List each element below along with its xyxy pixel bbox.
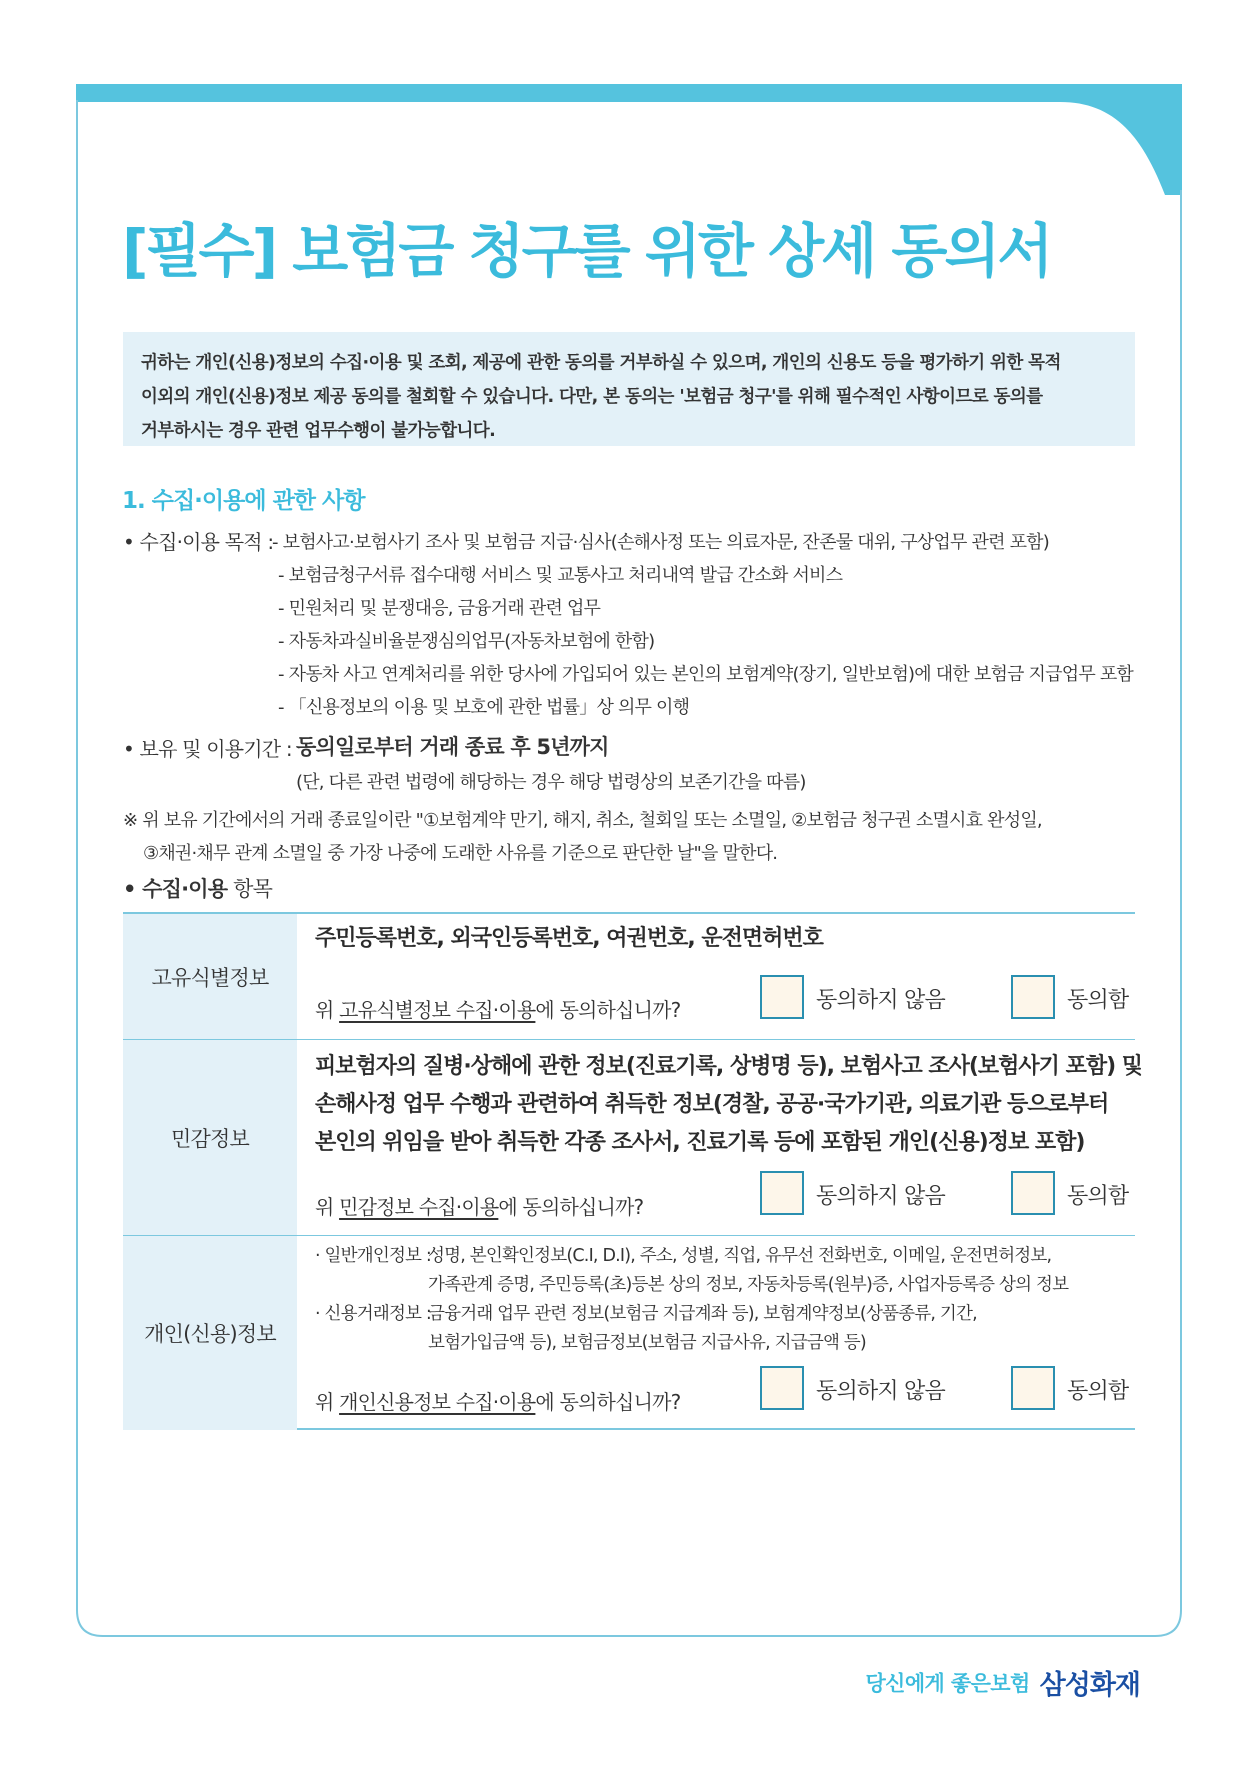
notice-line: 거부하시는 경우 관련 업무수행이 불가능합니다.: [141, 421, 496, 441]
retention-label: • 보유 및 이용기간 :: [123, 737, 292, 761]
table-row: [123, 1235, 1135, 1430]
page-title: [필수] 보험금 청구를 위한 상세 동의서: [122, 217, 1051, 285]
row-header: 고유식별정보: [123, 914, 297, 1039]
agree-label: 동의함: [1067, 1184, 1129, 1209]
items-label-rest: 항목: [227, 877, 273, 901]
disagree-checkbox[interactable]: [760, 975, 804, 1019]
agree-label: 동의함: [1067, 1379, 1129, 1404]
consent-question: [315, 994, 680, 1023]
retention-value: 동의일로부터 거래 종료 후 5년까지: [296, 735, 609, 759]
q-underlined: 민감정보 수집·이용: [339, 1195, 499, 1219]
items-label: [123, 873, 272, 903]
row-content: 피보험자의 질병·상해에 관한 정보(진료기록, 상병명 등), 보험사고 조사(보험사기 포함) 및: [315, 1054, 1143, 1079]
q-pre: 위: [315, 1390, 340, 1414]
agree-checkbox[interactable]: [1011, 1366, 1055, 1410]
disagree-checkbox[interactable]: [760, 1366, 804, 1410]
footer: [865, 1663, 1140, 1702]
table-row: [123, 914, 1135, 1039]
credit-line: 보험가입금액 등), 보험금정보(보험금 지급사유, 지급금액 등): [428, 1333, 866, 1353]
general-line: 성명, 본인확인정보(C.I, D.I), 주소, 성별, 직업, 유무선 전화번호, 이메일, 운전면허정보,: [428, 1246, 1052, 1266]
q-post: 에 동의하십니까?: [498, 1195, 644, 1219]
section-title: 1. 수집·이용에 관한 사항: [122, 488, 365, 514]
notice-line: 이외의 개인(신용)정보 제공 동의를 철회할 수 있습니다. 다만, 본 동의는 '보험금 청구'를 위해 필수적인 사항이므로 동의를: [141, 387, 1043, 407]
row-content: 본인의 위임을 받아 취득한 각종 조사서, 진료기록 등에 포함된 개인(신용)정보 포함): [315, 1130, 1085, 1155]
q-underlined: 고유식별정보 수집·이용: [339, 998, 536, 1022]
general-line: 가족관계 증명, 주민등록(초)등본 상의 정보, 자동차등록(원부)증, 사업자등록증 상의 정보: [428, 1275, 1069, 1295]
row-content: 손해사정 업무 수행과 관련하여 취득한 정보(경찰, 공공·국가기관, 의료기관 등으로부터: [315, 1092, 1109, 1117]
row-body: [297, 1040, 1143, 1235]
credit-label: · 신용거래정보 :: [315, 1304, 432, 1324]
purpose-item: - 「신용정보의 이용 및 보호에 관한 법률」상 의무 이행: [278, 697, 690, 718]
q-pre: 위: [315, 998, 340, 1022]
purpose-item: - 민원처리 및 분쟁대응, 금융거래 관련 업무: [278, 598, 601, 619]
agree-label: 동의함: [1067, 988, 1129, 1013]
row-header: 민감정보: [123, 1040, 297, 1235]
row-body: [297, 1236, 1135, 1430]
consent-question: [315, 1191, 643, 1220]
row-body: [297, 914, 1135, 1039]
q-post: 에 동의하십니까?: [535, 998, 681, 1022]
remark: ③채권·채무 관계 소멸일 중 가장 나중에 도래한 사유를 기준으로 판단한 날"을 말한다.: [143, 843, 778, 864]
disagree-checkbox[interactable]: [760, 1171, 804, 1215]
general-label: · 일반개인정보 :: [315, 1246, 432, 1266]
consent-question: [315, 1386, 680, 1415]
purpose-item: - 보험사고·보험사기 조사 및 보험금 지급·심사(손해사정 또는 의료자문, 잔존물 대위, 구상업무 관련 포함): [272, 532, 1049, 553]
agree-checkbox[interactable]: [1011, 975, 1055, 1019]
consent-table: [123, 912, 1143, 1430]
purpose-label: • 수집·이용 목적 :: [123, 530, 274, 554]
q-underlined: 개인신용정보 수집·이용: [339, 1390, 536, 1414]
brand-logo: 삼성화재: [1039, 1670, 1140, 1701]
footer-slogan: 당신에게 좋은보험: [865, 1671, 1030, 1696]
notice-line: 귀하는 개인(신용)정보의 수집·이용 및 조회, 제공에 관한 동의를 거부하실 수 있으며, 개인의 신용도 등을 평가하기 위한 목적: [141, 353, 1061, 373]
notice-box: [123, 332, 1135, 446]
items-label-bold: • 수집·이용: [123, 877, 228, 901]
disagree-label: 동의하지 않음: [816, 1184, 945, 1209]
remark: ※ 위 보유 기간에서의 거래 종료일이란 "①보험계약 만기, 해지, 취소, 철회일 또는 소멸일, ②보험금 청구권 소멸시효 완성일,: [123, 810, 1042, 831]
purpose-item: - 자동차과실비율분쟁심의업무(자동차보험에 한함): [278, 631, 655, 652]
q-post: 에 동의하십니까?: [535, 1390, 681, 1414]
row-content: 주민등록번호, 외국인등록번호, 여권번호, 운전면허번호: [315, 926, 823, 951]
retention-note: (단, 다른 관련 법령에 해당하는 경우 해당 법령상의 보존기간을 따름): [296, 772, 806, 793]
agree-checkbox[interactable]: [1011, 1171, 1055, 1215]
q-pre: 위: [315, 1195, 340, 1219]
credit-line: 금융거래 업무 관련 정보(보험금 지급계좌 등), 보험계약정보(상품종류, 기간,: [428, 1304, 977, 1324]
row-header: 개인(신용)정보: [123, 1236, 297, 1430]
table-row: [123, 1039, 1143, 1235]
purpose-item: - 보험금청구서류 접수대행 서비스 및 교통사고 처리내역 발급 간소화 서비스: [278, 565, 843, 586]
disagree-label: 동의하지 않음: [816, 988, 945, 1013]
purpose-item: - 자동차 사고 연계처리를 위한 당사에 가입되어 있는 본인의 보험계약(장기, 일반보험)에 대한 보험금 지급업무 포함: [278, 664, 1134, 685]
disagree-label: 동의하지 않음: [816, 1379, 945, 1404]
